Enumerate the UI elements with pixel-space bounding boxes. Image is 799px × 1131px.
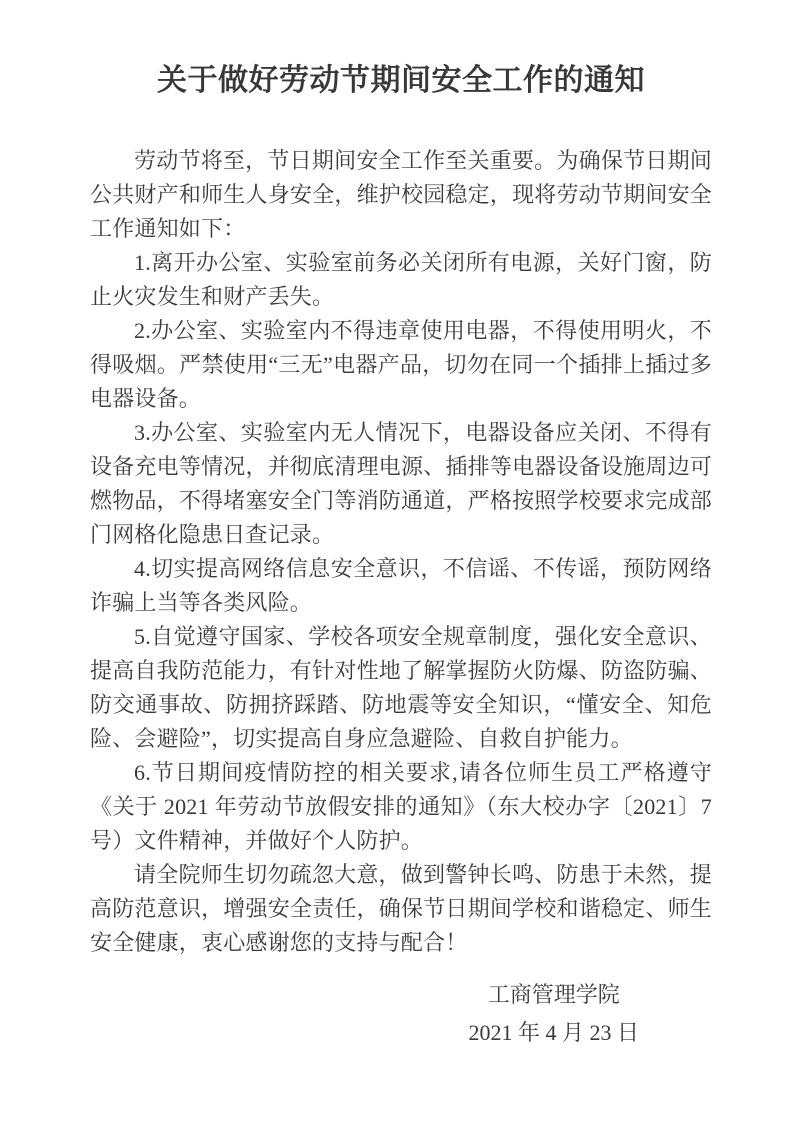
signature-block	[468, 976, 639, 1052]
notice-body	[90, 144, 712, 960]
signature-date: 2021 年 4 月 23 日	[468, 1020, 639, 1045]
notice-paragraph-item-5: 5.自觉遵守国家、学校各项安全规章制度，强化安全意识、提高自我防范能力，有针对性地了解掌握防火防爆、防盗防骗、防交通事故、防拥挤踩踏、防地震等安全知识，“懂安全、知危险、会避险”，切实提高自身应急避险、自救自护能力。	[90, 624, 712, 751]
notice-paragraph-item-2: 2.办公室、实验室内不得违章使用电器，不得使用明火，不得吸烟。严禁使用“三无”电器产品，切勿在同一个插排上插过多电器设备。	[90, 318, 712, 411]
notice-paragraph-closing: 请全院师生切勿疏忽大意，做到警钟长鸣、防患于未然，提高防范意识，增强安全责任，确保节日期间学校和谐稳定、师生安全健康，衷心感谢您的支持与配合！	[90, 862, 712, 955]
notice-paragraph-intro: 劳动节将至，节日期间安全工作至关重要。为确保节日期间公共财产和师生人身安全，维护校园稳定，现将劳动节期间安全工作通知如下：	[90, 148, 712, 241]
notice-title: 关于做好劳动节期间安全工作的通知	[157, 64, 645, 97]
notice-paragraph-item-4: 4.切实提高网络信息安全意识，不信谣、不传谣，预防网络诈骗上当等各类风险。	[90, 556, 712, 615]
notice-paragraph-item-3: 3.办公室、实验室内无人情况下，电器设备应关闭、不得有设备充电等情况，并彻底清理电源、插排等电器设备设施周边可燃物品，不得堵塞安全门等消防通道，严格按照学校要求完成部门网格化隐患日查记录。	[90, 420, 712, 547]
notice-paragraph-item-6: 6.节日期间疫情防控的相关要求,请各位师生员工严格遵守《关于 2021 年劳动节放假安排的通知》（东大校办字〔2021〕7 号）文件精神，并做好个人防护。	[90, 760, 712, 853]
notice-paragraph-item-1: 1.离开办公室、实验室前务必关闭所有电源，关好门窗，防止火灾发生和财产丢失。	[90, 250, 712, 309]
signature-org: 工商管理学院	[487, 982, 620, 1007]
